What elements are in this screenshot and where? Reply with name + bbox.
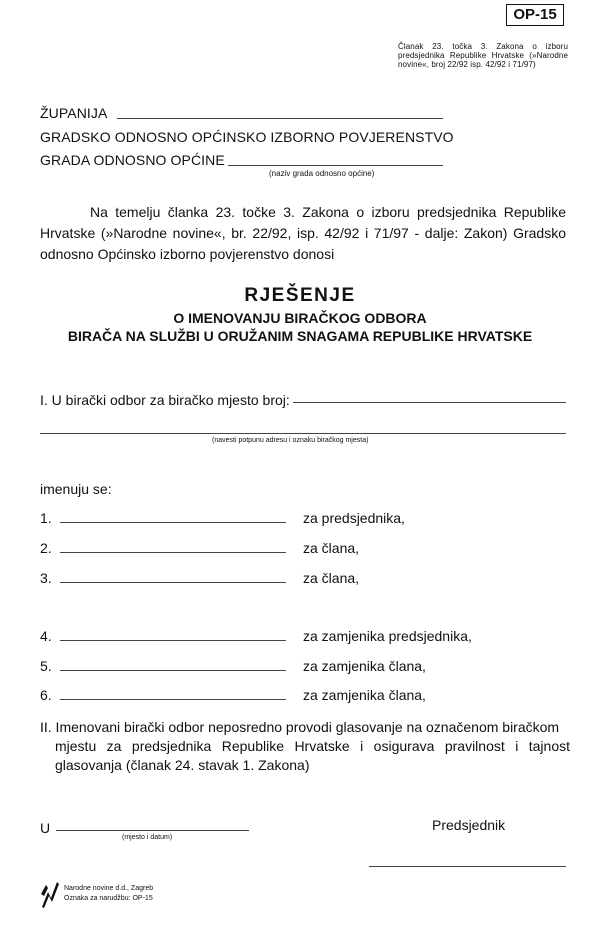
section2-first-line: II. Imenovani birački odbor neposredno provodi glasovanje na označenom biračkom xyxy=(40,719,560,735)
member-name-line[interactable] xyxy=(60,670,286,671)
member-role: za zamjenika člana, xyxy=(303,658,426,674)
narodne-novine-logo-icon xyxy=(40,880,60,908)
address-hint: (navesti potpunu adresu i oznaku biračkog mjesta) xyxy=(212,437,369,444)
member-name-line[interactable] xyxy=(60,640,286,641)
place-date-line[interactable] xyxy=(56,830,249,831)
section1-label: I. U birački odbor za biračko mjesto broj: xyxy=(40,392,290,408)
member-number: 6. xyxy=(40,687,52,703)
commission-label: GRADSKO ODNOSNO OPĆINSKO IZBORNO POVJERENSTVO xyxy=(40,129,454,145)
member-role: za zamjenika predsjednika, xyxy=(303,628,472,644)
address-line[interactable] xyxy=(40,433,566,434)
publisher-name: Narodne novine d.d., Zagreb xyxy=(64,885,154,892)
member-role: za zamjenika člana, xyxy=(303,687,426,703)
member-number: 3. xyxy=(40,570,52,586)
member-role: za člana, xyxy=(303,570,360,586)
signature-line[interactable] xyxy=(369,866,566,867)
document-title: RJEŠENJE xyxy=(244,285,356,306)
section2-rest: mjestu za predsjednika Republike Hrvatske i osigurava pravilnost i tajnost glasovanja (članak 24. stavak 1. Zakona) xyxy=(55,738,570,773)
city-label: GRADA ODNOSNO OPĆINE xyxy=(40,152,225,168)
document-subtitle-1: O IMENOVANJU BIRAČKOG ODBORA xyxy=(173,310,427,326)
member-name-line[interactable] xyxy=(60,582,286,583)
city-field-hint: (naziv grada odnosno općine) xyxy=(269,169,375,178)
member-role: za predsjednika, xyxy=(303,510,405,526)
form-code-badge: OP-15 xyxy=(506,4,564,26)
city-field-line[interactable] xyxy=(228,165,443,166)
member-number: 5. xyxy=(40,658,52,674)
member-number: 2. xyxy=(40,540,52,556)
member-name-line[interactable] xyxy=(60,699,286,700)
place-prefix: U xyxy=(40,820,51,836)
legal-reference: Članak 23. točka 3. Zakona o izboru predsjednika Republike Hrvatske (»Narodne novine«, broj 22/92 isp. 42/92 i 71/97) xyxy=(398,42,568,69)
zupanija-label: ŽUPANIJA xyxy=(40,105,108,121)
member-name-line[interactable] xyxy=(60,552,286,553)
polling-station-number-line[interactable] xyxy=(293,402,566,403)
zupanija-field-line[interactable] xyxy=(117,118,443,119)
member-name-line[interactable] xyxy=(60,522,286,523)
place-date-hint: (mjesto i datum) xyxy=(122,834,173,841)
member-role: za člana, xyxy=(303,540,360,556)
order-code: Oznaka za narudžbu: OP-15 xyxy=(64,895,153,902)
section2-paragraph xyxy=(40,718,570,775)
document-subtitle-2: BIRAČA NA SLUŽBI U ORUŽANIM SNAGAMA REPUBLIKE HRVATSKE xyxy=(67,328,533,344)
appoint-label: imenuju se: xyxy=(40,481,112,497)
signature-label: Predsjednik xyxy=(432,817,506,833)
member-number: 4. xyxy=(40,628,52,644)
intro-paragraph: Na temelju članka 23. točke 3. Zakona o izboru predsjednika Republike Hrvatske (»Narodne novine«, br. 22/92, isp. 42/92 i 71/97 - dalje: Zakon) Gradsko odnosno Općinsko izborno povjerenstvo donosi xyxy=(40,204,566,262)
member-number: 1. xyxy=(40,510,52,526)
